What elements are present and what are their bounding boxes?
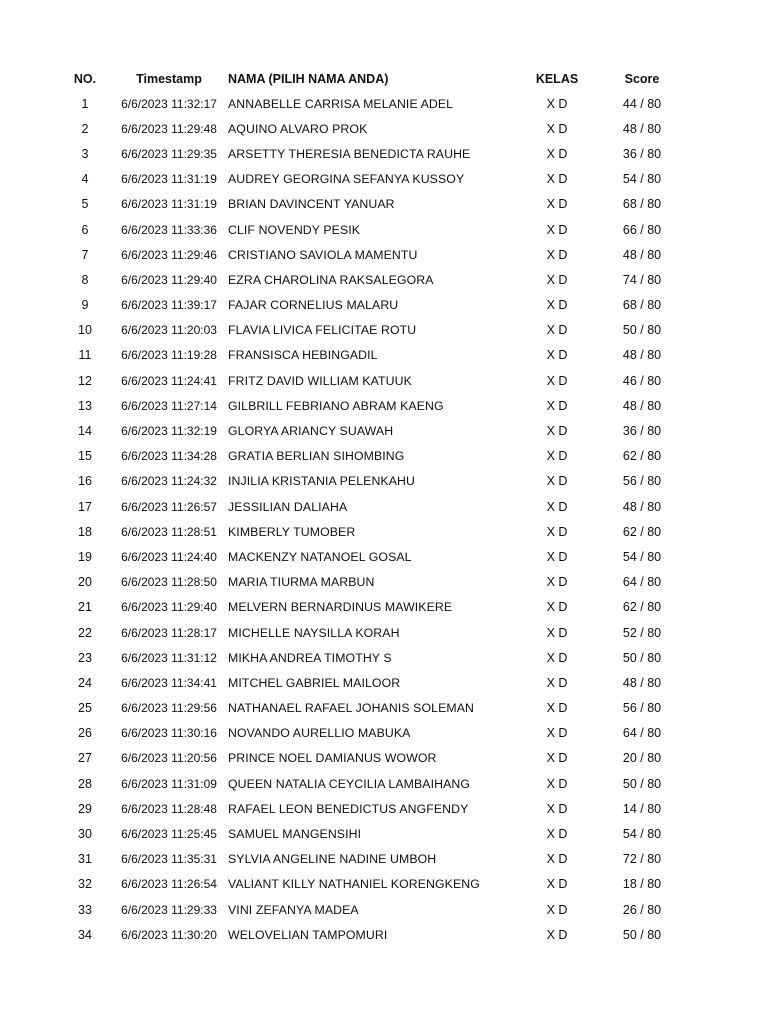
cell-kelas: X D — [546, 827, 568, 842]
cell-score: 64 / 80 — [622, 575, 662, 590]
cell-score: 68 / 80 — [622, 298, 662, 313]
cell-kelas: X D — [546, 726, 568, 741]
cell-score: 50 / 80 — [622, 776, 662, 791]
cell-kelas: X D — [546, 675, 568, 690]
cell-timestamp: 6/6/2023 11:34:41 — [121, 675, 217, 690]
cell-kelas: X D — [546, 373, 568, 388]
table-row — [60, 897, 678, 922]
cell-no: 10 — [78, 323, 92, 338]
cell-score: 68 / 80 — [622, 197, 662, 212]
cell-no: 26 — [78, 726, 92, 741]
cell-no: 24 — [78, 675, 92, 690]
cell-score: 72 / 80 — [622, 852, 662, 867]
cell-timestamp: 6/6/2023 11:29:46 — [121, 247, 217, 262]
cell-nama: FRITZ DAVID WILLIAM KATUUK — [228, 373, 412, 388]
cell-kelas: X D — [546, 222, 568, 237]
table-row — [60, 217, 678, 242]
cell-no: 1 — [81, 96, 89, 111]
table-row — [60, 670, 678, 695]
cell-kelas: X D — [546, 751, 568, 766]
cell-no: 28 — [78, 776, 92, 791]
table-row — [60, 620, 678, 645]
cell-score: 54 / 80 — [622, 827, 662, 842]
cell-timestamp: 6/6/2023 11:24:32 — [121, 474, 217, 489]
cell-no: 6 — [81, 222, 89, 237]
table-row — [60, 469, 678, 494]
cell-score: 48 / 80 — [622, 499, 662, 514]
cell-score: 44 / 80 — [622, 96, 662, 111]
cell-no: 3 — [81, 146, 89, 161]
cell-no: 4 — [81, 172, 89, 187]
table-body — [60, 91, 678, 947]
cell-nama: QUEEN NATALIA CEYCILIA LAMBAIHANG — [228, 776, 471, 791]
cell-timestamp: 6/6/2023 11:24:40 — [121, 549, 217, 564]
cell-no: 7 — [81, 247, 89, 262]
table-row — [60, 242, 678, 267]
cell-no: 16 — [78, 474, 92, 489]
cell-no: 23 — [78, 650, 92, 665]
cell-nama: WELOVELIAN TAMPOMURI — [228, 927, 388, 942]
cell-kelas: X D — [546, 625, 568, 640]
cell-kelas: X D — [546, 524, 568, 539]
cell-kelas: X D — [546, 902, 568, 917]
cell-kelas: X D — [546, 549, 568, 564]
cell-score: 56 / 80 — [622, 701, 662, 716]
cell-kelas: X D — [546, 600, 568, 615]
cell-no: 11 — [78, 348, 92, 363]
table-row — [60, 544, 678, 569]
table-row — [60, 141, 678, 166]
cell-timestamp: 6/6/2023 11:31:12 — [121, 650, 217, 665]
cell-score: 50 / 80 — [622, 323, 662, 338]
cell-timestamp: 6/6/2023 11:32:17 — [121, 96, 217, 111]
cell-no: 2 — [81, 121, 89, 136]
cell-kelas: X D — [546, 323, 568, 338]
cell-score: 62 / 80 — [622, 600, 662, 615]
cell-score: 56 / 80 — [622, 474, 662, 489]
cell-score: 18 / 80 — [622, 877, 662, 892]
table-row — [60, 267, 678, 292]
cell-nama: FLAVIA LIVICA FELICITAE ROTU — [228, 323, 417, 338]
cell-no: 27 — [78, 751, 92, 766]
cell-timestamp: 6/6/2023 11:29:48 — [121, 121, 217, 136]
cell-score: 52 / 80 — [622, 625, 662, 640]
cell-timestamp: 6/6/2023 11:32:19 — [121, 424, 217, 439]
cell-timestamp: 6/6/2023 11:25:45 — [121, 827, 217, 842]
cell-timestamp: 6/6/2023 11:34:28 — [121, 449, 217, 464]
cell-kelas: X D — [546, 247, 568, 262]
cell-kelas: X D — [546, 121, 568, 136]
cell-timestamp: 6/6/2023 11:29:40 — [121, 600, 217, 615]
table-header — [60, 66, 678, 91]
cell-kelas: X D — [546, 499, 568, 514]
cell-kelas: X D — [546, 348, 568, 363]
cell-nama: MIKHA ANDREA TIMOTHY S — [228, 650, 392, 665]
cell-nama: CLIF NOVENDY PESIK — [228, 222, 361, 237]
cell-kelas: X D — [546, 197, 568, 212]
table-row — [60, 847, 678, 872]
cell-timestamp: 6/6/2023 11:33:36 — [121, 222, 217, 237]
cell-nama: VINI ZEFANYA MADEA — [228, 902, 359, 917]
score-table — [60, 66, 678, 947]
cell-no: 29 — [78, 801, 92, 816]
cell-kelas: X D — [546, 701, 568, 716]
table-row — [60, 318, 678, 343]
cell-kelas: X D — [546, 927, 568, 942]
cell-nama: MICHELLE NAYSILLA KORAH — [228, 625, 400, 640]
cell-kelas: X D — [546, 575, 568, 590]
cell-score: 48 / 80 — [622, 398, 662, 413]
cell-no: 32 — [78, 877, 92, 892]
table-row — [60, 872, 678, 897]
cell-score: 36 / 80 — [622, 424, 662, 439]
cell-timestamp: 6/6/2023 11:27:14 — [121, 398, 217, 413]
table-row — [60, 645, 678, 670]
cell-nama: SAMUEL MANGENSIHI — [228, 827, 362, 842]
cell-score: 48 / 80 — [622, 121, 662, 136]
cell-kelas: X D — [546, 298, 568, 313]
cell-score: 48 / 80 — [622, 675, 662, 690]
cell-no: 30 — [78, 827, 92, 842]
cell-nama: EZRA CHAROLINA RAKSALEGORA — [228, 272, 434, 287]
cell-timestamp: 6/6/2023 11:28:17 — [121, 625, 217, 640]
header-score: Score — [624, 71, 660, 86]
table-row — [60, 494, 678, 519]
table-row — [60, 343, 678, 368]
cell-score: 46 / 80 — [622, 373, 662, 388]
table-row — [60, 721, 678, 746]
cell-score: 74 / 80 — [622, 272, 662, 287]
cell-nama: ARSETTY THERESIA BENEDICTA RAUHE — [228, 146, 471, 161]
cell-kelas: X D — [546, 96, 568, 111]
cell-kelas: X D — [546, 801, 568, 816]
table-row — [60, 696, 678, 721]
cell-no: 21 — [78, 600, 92, 615]
cell-nama: NATHANAEL RAFAEL JOHANIS SOLEMAN — [228, 701, 475, 716]
table-row — [60, 746, 678, 771]
table-row — [60, 595, 678, 620]
cell-no: 15 — [78, 449, 92, 464]
cell-kelas: X D — [546, 650, 568, 665]
table-row — [60, 796, 678, 821]
table-row — [60, 922, 678, 947]
cell-nama: VALIANT KILLY NATHANIEL KORENGKENG — [228, 877, 480, 892]
cell-no: 17 — [78, 499, 92, 514]
cell-kelas: X D — [546, 172, 568, 187]
cell-no: 34 — [78, 927, 92, 942]
table-row — [60, 368, 678, 393]
cell-timestamp: 6/6/2023 11:24:41 — [121, 373, 217, 388]
cell-score: 14 / 80 — [622, 801, 662, 816]
table-row — [60, 91, 678, 116]
cell-no: 18 — [78, 524, 92, 539]
cell-timestamp: 6/6/2023 11:28:48 — [121, 801, 217, 816]
table-row — [60, 444, 678, 469]
cell-timestamp: 6/6/2023 11:29:33 — [121, 902, 217, 917]
cell-nama: NOVANDO AURELLIO MABUKA — [228, 726, 411, 741]
cell-timestamp: 6/6/2023 11:30:20 — [121, 927, 217, 942]
cell-timestamp: 6/6/2023 11:35:31 — [121, 852, 217, 867]
cell-score: 62 / 80 — [622, 449, 662, 464]
header-no: NO. — [73, 71, 97, 86]
cell-kelas: X D — [546, 272, 568, 287]
cell-score: 26 / 80 — [622, 902, 662, 917]
cell-kelas: X D — [546, 398, 568, 413]
cell-no: 31 — [78, 852, 92, 867]
cell-nama: FRANSISCA HEBINGADIL — [228, 348, 378, 363]
header-timestamp: Timestamp — [136, 71, 202, 86]
cell-score: 20 / 80 — [622, 751, 662, 766]
cell-no: 19 — [78, 549, 92, 564]
cell-no: 33 — [78, 902, 92, 917]
cell-timestamp: 6/6/2023 11:26:57 — [121, 499, 217, 514]
cell-kelas: X D — [546, 474, 568, 489]
cell-score: 50 / 80 — [622, 927, 662, 942]
table-row — [60, 293, 678, 318]
table-row — [60, 418, 678, 443]
cell-timestamp: 6/6/2023 11:20:56 — [121, 751, 217, 766]
cell-kelas: X D — [546, 776, 568, 791]
cell-timestamp: 6/6/2023 11:39:17 — [121, 298, 217, 313]
cell-kelas: X D — [546, 852, 568, 867]
cell-kelas: X D — [546, 449, 568, 464]
cell-nama: GRATIA BERLIAN SIHOMBING — [228, 449, 405, 464]
cell-nama: MELVERN BERNARDINUS MAWIKERE — [228, 600, 453, 615]
cell-nama: BRIAN DAVINCENT YANUAR — [228, 197, 395, 212]
cell-no: 13 — [78, 398, 92, 413]
cell-timestamp: 6/6/2023 11:19:28 — [121, 348, 217, 363]
cell-nama: KIMBERLY TUMOBER — [228, 524, 356, 539]
cell-score: 48 / 80 — [622, 247, 662, 262]
table-row — [60, 192, 678, 217]
cell-nama: MACKENZY NATANOEL GOSAL — [228, 549, 412, 564]
cell-no: 5 — [81, 197, 89, 212]
cell-no: 14 — [78, 424, 92, 439]
cell-nama: MARIA TIURMA MARBUN — [228, 575, 375, 590]
cell-timestamp: 6/6/2023 11:31:09 — [121, 776, 217, 791]
cell-score: 36 / 80 — [622, 146, 662, 161]
cell-no: 25 — [78, 701, 92, 716]
table-row — [60, 116, 678, 141]
cell-score: 54 / 80 — [622, 549, 662, 564]
cell-no: 22 — [78, 625, 92, 640]
table-row — [60, 570, 678, 595]
cell-nama: SYLVIA ANGELINE NADINE UMBOH — [228, 852, 437, 867]
cell-score: 50 / 80 — [622, 650, 662, 665]
header-row — [60, 66, 678, 91]
cell-timestamp: 6/6/2023 11:29:40 — [121, 272, 217, 287]
cell-timestamp: 6/6/2023 11:20:03 — [121, 323, 217, 338]
header-nama: NAMA (PILIH NAMA ANDA) — [228, 71, 389, 86]
header-kelas: KELAS — [535, 71, 579, 86]
cell-nama: PRINCE NOEL DAMIANUS WOWOR — [228, 751, 437, 766]
cell-no: 9 — [81, 298, 89, 313]
cell-nama: JESSILIAN DALIAHA — [228, 499, 348, 514]
cell-score: 62 / 80 — [622, 524, 662, 539]
cell-score: 54 / 80 — [622, 172, 662, 187]
cell-score: 48 / 80 — [622, 348, 662, 363]
cell-nama: GILBRILL FEBRIANO ABRAM KAENG — [228, 398, 444, 413]
cell-timestamp: 6/6/2023 11:26:54 — [121, 877, 217, 892]
cell-nama: INJILIA KRISTANIA PELENKAHU — [228, 474, 415, 489]
cell-no: 12 — [78, 373, 92, 388]
cell-timestamp: 6/6/2023 11:30:16 — [121, 726, 217, 741]
cell-timestamp: 6/6/2023 11:28:50 — [121, 575, 217, 590]
cell-timestamp: 6/6/2023 11:31:19 — [121, 172, 217, 187]
table-row — [60, 393, 678, 418]
cell-nama: AUDREY GEORGINA SEFANYA KUSSOY — [228, 172, 465, 187]
table-row — [60, 821, 678, 846]
cell-score: 66 / 80 — [622, 222, 662, 237]
cell-timestamp: 6/6/2023 11:31:19 — [121, 197, 217, 212]
cell-no: 20 — [78, 575, 92, 590]
cell-nama: CRISTIANO SAVIOLA MAMENTU — [228, 247, 418, 262]
cell-kelas: X D — [546, 424, 568, 439]
cell-nama: AQUINO ALVARO PROK — [228, 121, 368, 136]
table-row — [60, 771, 678, 796]
cell-kelas: X D — [546, 877, 568, 892]
cell-timestamp: 6/6/2023 11:29:56 — [121, 701, 217, 716]
cell-nama: GLORYA ARIANCY SUAWAH — [228, 424, 394, 439]
cell-nama: MITCHEL GABRIEL MAILOOR — [228, 675, 401, 690]
cell-nama: RAFAEL LEON BENEDICTUS ANGFENDY — [228, 801, 469, 816]
cell-nama: ANNABELLE CARRISA MELANIE ADEL — [228, 96, 454, 111]
cell-timestamp: 6/6/2023 11:29:35 — [121, 146, 217, 161]
cell-timestamp: 6/6/2023 11:28:51 — [121, 524, 217, 539]
cell-no: 8 — [81, 272, 89, 287]
cell-nama: FAJAR CORNELIUS MALARU — [228, 298, 399, 313]
table-row — [60, 167, 678, 192]
cell-kelas: X D — [546, 146, 568, 161]
table-row — [60, 519, 678, 544]
cell-score: 64 / 80 — [622, 726, 662, 741]
